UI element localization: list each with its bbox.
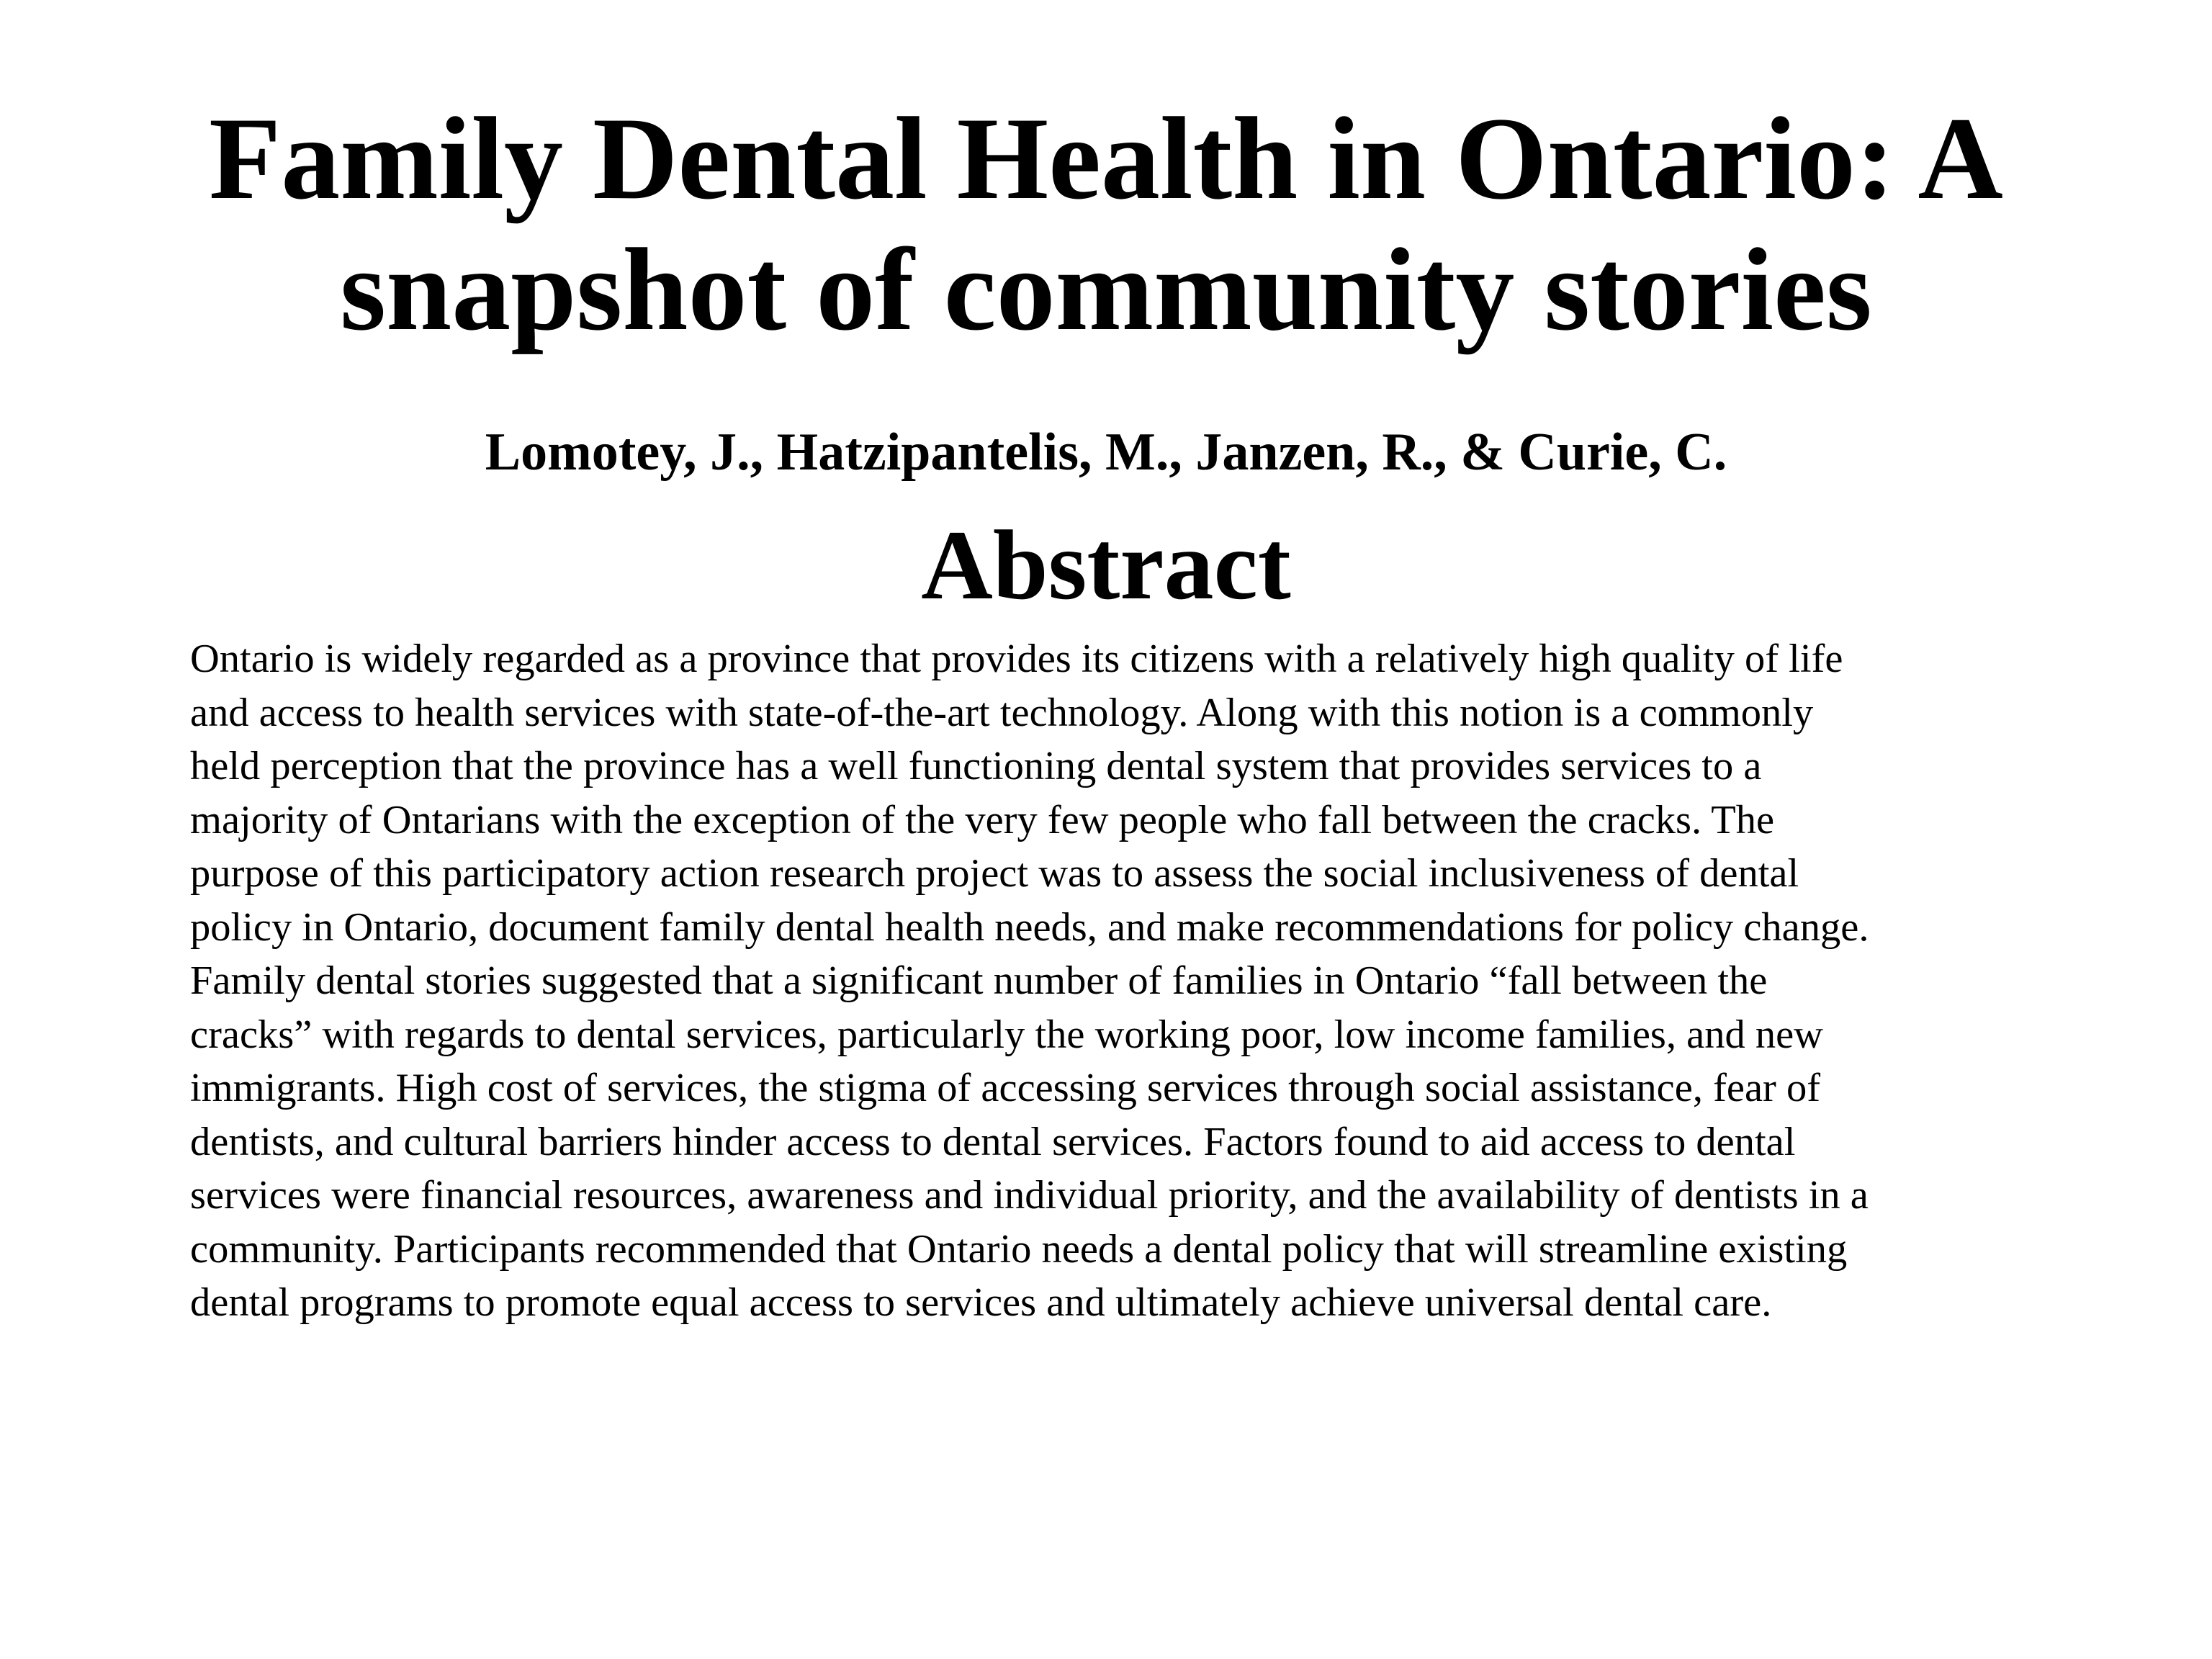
abstract-line: held perception that the province has a well functioning dental system that provides services to a: [190, 744, 1762, 788]
abstract-line: dentists, and cultural barriers hinder access to dental services. Factors found to aid access to dental: [190, 1119, 1796, 1164]
author-list: Lomotey, J., Hatzipantelis, M., Janzen, R., & Curie, C.: [485, 423, 1727, 482]
abstract-line: majority of Ontarians with the exception of the very few people who fall between the cracks. The: [190, 797, 1775, 842]
abstract-line: services were financial resources, awareness and individual priority, and the availability of dentists in a: [190, 1173, 1869, 1218]
paper-title: [0, 94, 2212, 356]
abstract-line: immigrants. High cost of services, the stigma of accessing services through social assistance, fear of: [190, 1066, 1821, 1110]
abstract-line: and access to health services with state-of-the-art technology. Along with this notion is a commonly: [190, 690, 1814, 735]
abstract-body: [190, 632, 2134, 1330]
paper-title-line: snapshot of community stories: [340, 225, 1872, 355]
abstract-line: Ontario is widely regarded as a province that provides its citizens with a relatively high quality of life: [190, 637, 1843, 681]
abstract-line: purpose of this participatory action research project was to assess the social inclusiveness of dental: [190, 851, 1799, 896]
abstract-line: Family dental stories suggested that a significant number of families in Ontario “fall between the: [190, 958, 1768, 1003]
abstract-line: community. Participants recommended that Ontario needs a dental policy that will streamline existing: [190, 1226, 1848, 1272]
paper-title-line: Family Dental Health in Ontario: A: [209, 94, 2003, 224]
abstract-line: dental programs to promote equal access to services and ultimately achieve universal dental care.: [190, 1280, 1772, 1325]
abstract-line: cracks” with regards to dental services, particularly the working poor, low income families, and new: [190, 1012, 1823, 1057]
abstract-heading: Abstract: [921, 510, 1291, 620]
abstract-line: policy in Ontario, document family dental health needs, and make recommendations for policy change.: [190, 904, 1869, 950]
